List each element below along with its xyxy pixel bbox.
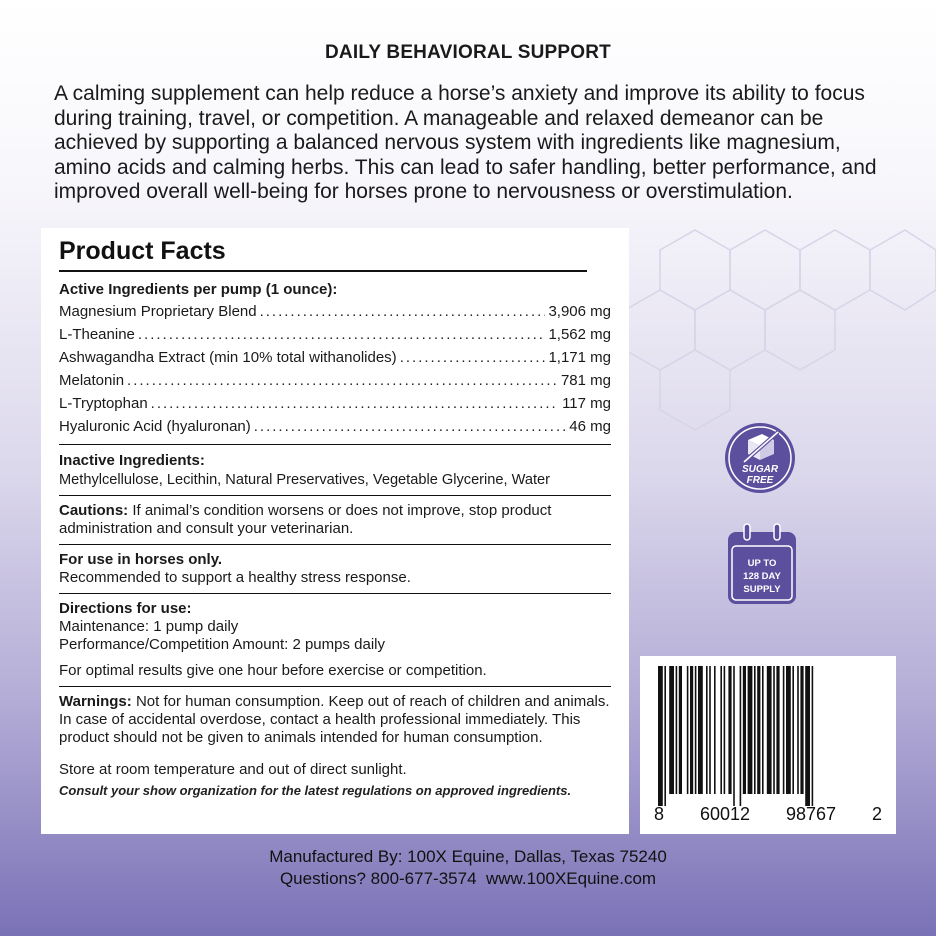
barcode-digits bbox=[654, 804, 882, 825]
barcode-digit-group: 8 bbox=[654, 804, 665, 824]
optimal-results-text: For optimal results give one hour before exercise or competition. bbox=[59, 662, 487, 679]
directions-maintenance: Maintenance: 1 pump daily bbox=[59, 618, 239, 635]
inactive-ingredients-text: Methylcellulose, Lecithin, Natural Preservatives, Vegetable Glycerine, Water bbox=[59, 472, 551, 488]
intro-paragraph: A calming supplement can help reduce a horse’s anxiety and improve its ability to focus during training, travel, or competition. A manageable and relaxed demeanor can be achieved by supporting a balanced nervous system with ingredients like magnesium, amino acids and calming herbs. This can lead to safer handling, better performance, and improved overall well-being for horses prone to nervousness or overstimulation. bbox=[54, 82, 877, 203]
supply-line1: UP TO bbox=[747, 558, 777, 569]
use-text: Recommended to support a healthy stress response. bbox=[59, 569, 411, 586]
barcode bbox=[640, 656, 896, 834]
barcode-bar bbox=[658, 666, 663, 806]
ingredient-amount: 117 mg bbox=[562, 395, 611, 412]
contact-line: Questions? 800-677-3574 www.100XEquine.com bbox=[279, 869, 657, 888]
ingredient-name: Ashwagandha Extract (min 10% total withanolides) bbox=[59, 349, 397, 366]
ingredient-name: L-Tryptophan bbox=[59, 395, 148, 412]
barcode-bar bbox=[695, 666, 697, 794]
ingredient-row bbox=[59, 415, 611, 438]
barcode-bar bbox=[773, 666, 775, 794]
barcode-bar bbox=[754, 666, 756, 794]
ingredient-name: L-Theanine bbox=[59, 326, 135, 343]
barcode-bar bbox=[762, 666, 764, 794]
ingredient-amount: 46 mg bbox=[569, 418, 611, 435]
supply-line2: 128 DAY bbox=[743, 571, 781, 582]
warnings-text: Warnings: Not for human consumption. Keep out of reach of children and animals. In case of accidental overdose, contact a health professional immediately. This product should not be given to animals intended for human consumption. bbox=[59, 693, 610, 746]
barcode-bar bbox=[679, 666, 682, 794]
barcode-bar bbox=[748, 666, 753, 794]
supply-line3: SUPPLY bbox=[743, 584, 781, 595]
barcode-bar bbox=[724, 666, 726, 794]
barcode-bar bbox=[720, 666, 722, 794]
ingredient-row bbox=[59, 369, 611, 392]
barcode-bars bbox=[654, 666, 882, 806]
barcode-bar bbox=[664, 666, 666, 806]
section-divider bbox=[59, 686, 611, 687]
sugar-free-line2: FREE bbox=[746, 475, 774, 486]
footer bbox=[0, 846, 936, 890]
barcode-bar bbox=[669, 666, 674, 794]
ingredient-name: Melatonin bbox=[59, 372, 125, 389]
barcode-bar bbox=[797, 666, 799, 794]
directions-performance: Performance/Competition Amount: 2 pumps daily bbox=[59, 636, 385, 653]
inactive-ingredients-heading: Inactive Ingredients: bbox=[59, 452, 205, 469]
supply-badge bbox=[724, 522, 800, 608]
product-facts-panel bbox=[41, 228, 629, 834]
section-divider bbox=[59, 544, 611, 545]
barcode-bar bbox=[786, 666, 791, 794]
title-rule bbox=[59, 270, 587, 272]
barcode-bar bbox=[805, 666, 810, 806]
use-heading: For use in horses only. bbox=[59, 551, 223, 568]
barcode-bar bbox=[706, 666, 708, 794]
barcode-bar bbox=[709, 666, 711, 794]
ingredient-row bbox=[59, 300, 611, 323]
warnings-label: Warnings: bbox=[59, 693, 132, 710]
ingredient-amount: 1,562 mg bbox=[548, 326, 611, 343]
barcode-bar bbox=[676, 666, 678, 794]
product-facts-title: Product Facts bbox=[59, 237, 226, 265]
ingredient-name: Magnesium Proprietary Blend bbox=[59, 303, 257, 320]
barcode-bar bbox=[757, 666, 760, 794]
barcode-bar bbox=[687, 666, 689, 794]
barcode-bar bbox=[743, 666, 746, 794]
section-divider bbox=[59, 495, 611, 496]
ingredient-row bbox=[59, 346, 611, 369]
ingredient-amount: 3,906 mg bbox=[548, 303, 611, 320]
section-divider bbox=[59, 593, 611, 594]
barcode-bar bbox=[733, 666, 735, 806]
section-divider bbox=[59, 444, 611, 445]
active-ingredients-heading: Active Ingredients per pump (1 ounce): bbox=[59, 281, 338, 298]
barcode-digit-group: 2 bbox=[871, 804, 882, 824]
barcode-bar bbox=[800, 666, 803, 794]
barcode-digit-group: 60012 bbox=[699, 804, 751, 824]
barcode-digit-group: 98767 bbox=[785, 804, 837, 824]
consult-note: Consult your show organization for the latest regulations on approved ingredients. bbox=[59, 783, 572, 798]
sugar-free-badge bbox=[722, 420, 798, 500]
manufacturer-line: Manufactured By: 100X Equine, Dallas, Texas 75240 bbox=[269, 847, 667, 866]
ingredient-amount: 1,171 mg bbox=[548, 349, 611, 366]
cautions-text: Cautions: If animal’s condition worsens or does not improve, stop product administration and consult your veterinarian. bbox=[59, 502, 552, 537]
barcode-bar bbox=[714, 666, 716, 794]
headline: DAILY BEHAVIORAL SUPPORT bbox=[325, 42, 611, 63]
barcode-bar bbox=[783, 666, 785, 794]
cautions-label: Cautions: bbox=[59, 502, 129, 519]
barcode-bar bbox=[690, 666, 693, 794]
ingredient-row bbox=[59, 392, 611, 415]
barcode-bar bbox=[792, 666, 794, 794]
barcode-bar bbox=[776, 666, 779, 794]
active-ingredients-list bbox=[59, 300, 611, 438]
barcode-bar bbox=[740, 666, 742, 806]
barcode-bar bbox=[698, 666, 703, 794]
barcode-bar bbox=[767, 666, 772, 794]
barcode-bar bbox=[812, 666, 814, 806]
barcode-bar bbox=[728, 666, 731, 794]
ingredient-amount: 781 mg bbox=[560, 372, 611, 389]
ingredient-row bbox=[59, 323, 611, 346]
storage-text: Store at room temperature and out of direct sunlight. bbox=[59, 761, 407, 778]
ingredient-name: Hyaluronic Acid (hyaluronan) bbox=[59, 418, 251, 435]
sugar-free-line1: SUGAR bbox=[741, 464, 779, 475]
directions-heading: Directions for use: bbox=[59, 600, 192, 617]
